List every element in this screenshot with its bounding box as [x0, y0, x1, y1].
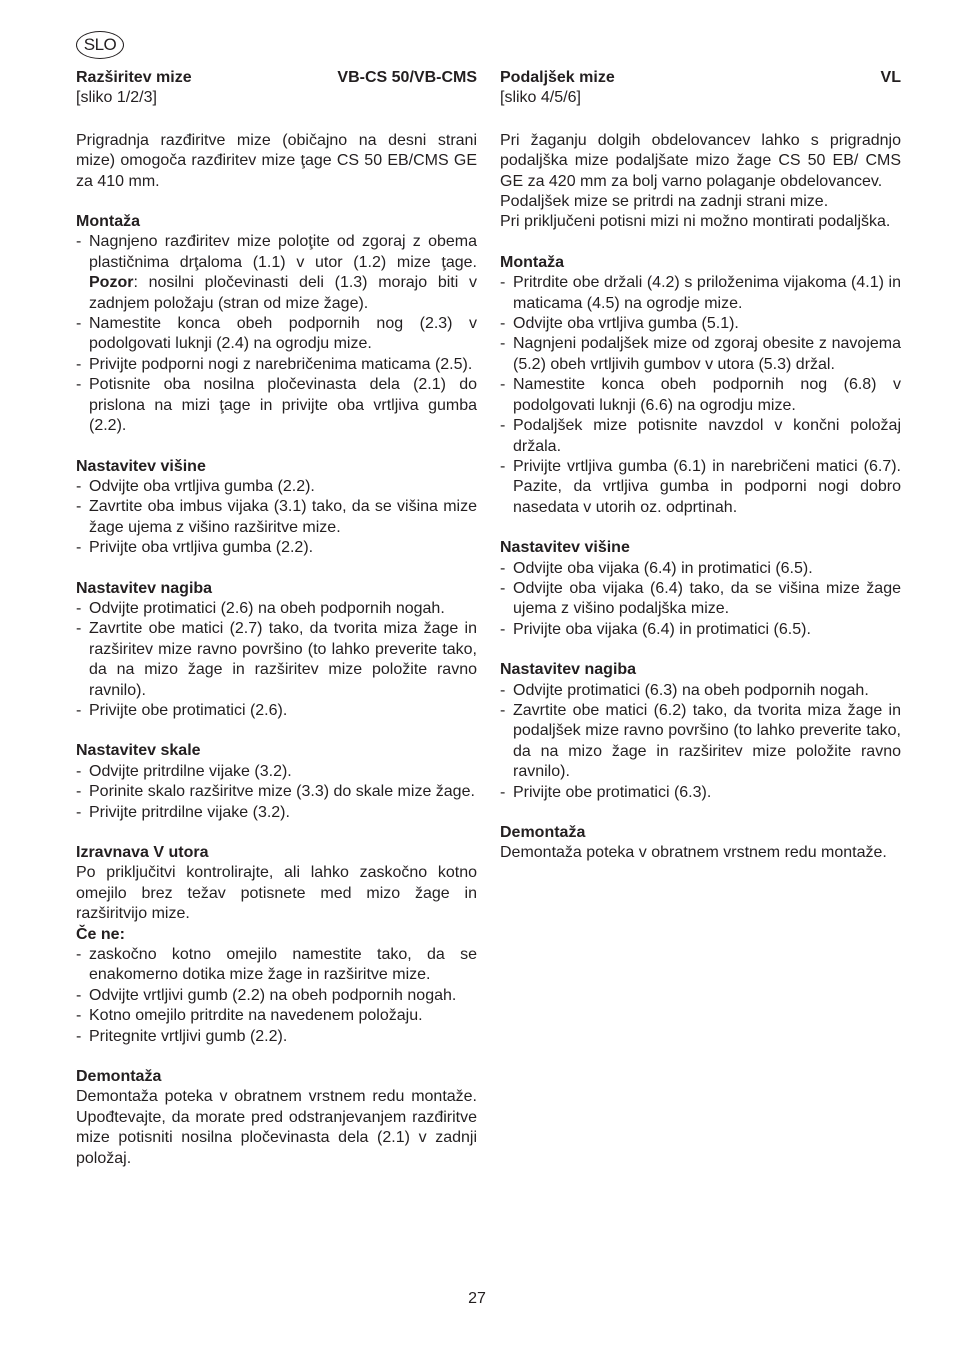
list-item: - Namestite konca obeh podpornih nog (6.8) v podolgovati luknji (6.6) na ogrodju mize. — [500, 375, 901, 416]
list-item: - Zavrtite oba imbus vijaka (3.1) tako, da se višina mize žage ujema z višino razširitve mize. — [76, 497, 477, 538]
section-heading: Demontaža — [500, 824, 586, 841]
instruction-list — [76, 232, 477, 436]
list-item: - Privijte obe protimatici (6.3). — [500, 783, 901, 803]
montaza-section — [500, 253, 901, 518]
list-item: - Pritegnite vrtljivi gumb (2.2). — [76, 1027, 477, 1047]
section-heading: Nastavitev skale — [76, 742, 201, 760]
list-item: - Namestite konca obeh podpornih nog (2.3) v podolgovati luknji (2.4) na ogrodju mize. — [76, 314, 477, 355]
section-title-row — [76, 68, 477, 88]
list-item: - Privijte podporni nogi z narebričenima maticama (2.5). — [76, 355, 477, 375]
section-heading: Montaža — [500, 253, 564, 271]
left-column — [76, 68, 477, 1169]
list-item: - Odvijte vrtljivi gumb (2.2) na obeh podpornih nogah. — [76, 986, 477, 1006]
nagib-section — [500, 660, 901, 803]
paragraph: Po priključitvi kontrolirajte, ali lahko zaskočno kotno omejilo brez težav potisnete med mizo žage in razširitvijo mize. — [76, 864, 477, 923]
list-item: - Nagnjeno razđiritev mize poloţite od zgoraj z obema plastičnima drţaloma (1.1) v utor (1.2) mize ţage. Pozor: nosilni pločevinasti deli (1.3) morajo biti v zadnjem položaju (stran od mize žage). — [76, 232, 477, 314]
intro-text: Podaljšek mize se pritrdi na zadnji strani mize. — [500, 193, 829, 211]
intro-block — [76, 131, 477, 192]
section-heading: Nastavitev nagiba — [500, 661, 637, 679]
list-item: - Nagnjeni podaljšek mize od zgoraj obesite z navojema (5.2) obeh vrtljivih gumbov v utora (5.3) držal. — [500, 334, 901, 375]
list-item: - Odvijte oba vijaka (6.4) tako, da se višina mize žage ujema z višino podaljška mize. — [500, 579, 901, 620]
list-item: - Odvijte pritrdilne vijake (3.2). — [76, 762, 477, 782]
visina-section — [500, 538, 901, 640]
list-item: - Zavrtite obe matici (2.7) tako, da tvorita miza žage in razširitev mize ravno površino (to lahko preverite tako, da na mizo žage in razširitev mize položite ravno ravnilo). — [76, 619, 477, 701]
list-item: - Pritrdite obe držali (4.2) s priloženima vijakoma (4.1) in maticama (4.5) na ogrodje mize. — [500, 273, 901, 314]
right-column — [500, 68, 901, 864]
list-item: - Privijte pritrdilne vijake (3.2). — [76, 803, 477, 823]
intro-text: Pri priključeni potisni mizi ni možno montirati podaljška. — [500, 213, 891, 231]
list-item: - Potisnite oba nosilna pločevinasta dela (2.1) do prislona na mizi ţage in privijte oba vrtljiva gumba (2.2). — [76, 375, 477, 436]
figure-reference: [sliko 4/5/6] — [500, 89, 581, 107]
list-item: - Odvijte protimatici (6.3) na obeh podpornih nogah. — [500, 681, 901, 701]
list-item: - Kotno omejilo pritrdite na navedenem položaju. — [76, 1006, 477, 1026]
instruction-list — [76, 762, 477, 823]
model-code: VB-CS 50/VB-CMS — [337, 69, 477, 86]
demontaza-section — [76, 1067, 477, 1169]
demontaza-section — [500, 823, 901, 864]
figure-reference: [sliko 1/2/3] — [76, 89, 157, 107]
list-item: - Privijte vrtljiva gumba (6.1) in narebričeni matici (6.7). Pazite, da vrtljiva gumba in podporni nogi dobro nasedata v utorih oz. odprtinah. — [500, 457, 901, 518]
model-code: VL — [880, 69, 901, 86]
visina-section — [76, 457, 477, 559]
nagib-section — [76, 579, 477, 722]
list-item: - Odvijte oba vrtljiva gumba (5.1). — [500, 314, 901, 334]
warning-label: Pozor — [89, 274, 134, 292]
paragraph: Demontaža poteka v obratnem vrstnem redu montaže. Upođtevajte, da morate pred odstranjevanjem razđiritve mize potisniti nosilna pločevinasta dela (2.1) v zadnji položaj. — [76, 1088, 477, 1167]
section-title: Podaljšek mize — [500, 69, 615, 86]
section-heading: Montaža — [76, 213, 140, 231]
list-item: - Privijte oba vijaka (6.4) in protimatici (6.5). — [500, 620, 901, 640]
intro-text: Prigradnja razđiritve mize (običajno na desni strani mize) omogoča razđiritev mize ţage CS 50 EB/CMS GE za 410 mm. — [76, 131, 477, 190]
paragraph: Demontaža poteka v obratnem vrstnem redu montaže. — [500, 844, 887, 862]
instruction-list — [76, 599, 477, 721]
intro-block — [500, 131, 901, 233]
skala-section — [76, 741, 477, 823]
instruction-list — [500, 273, 901, 518]
section-title: Razširitev mize — [76, 69, 192, 86]
list-item: - Odvijte protimatici (2.6) na obeh podpornih nogah. — [76, 599, 477, 619]
list-item: - Porinite skalo razširitve mize (3.3) do skale mize žage. — [76, 782, 477, 802]
montaza-section — [76, 212, 477, 436]
list-item: - Privijte obe protimatici (2.6). — [76, 701, 477, 721]
section-heading: Demontaža — [76, 1068, 162, 1086]
list-item: - Podaljšek mize potisnite navzdol v končni položaj držala. — [500, 416, 901, 457]
instruction-list — [500, 559, 901, 641]
izravnava-section — [76, 843, 477, 1047]
section-heading: Nastavitev višine — [76, 457, 206, 475]
list-item: - Privijte oba vrtljiva gumba (2.2). — [76, 538, 477, 558]
section-heading: Nastavitev višine — [500, 539, 630, 557]
instruction-list — [500, 681, 901, 803]
page-number: 27 — [468, 1290, 486, 1307]
list-item: - zaskočno kotno omejilo namestite tako, da se enakomerno dotika mize žage in razširitve mize. — [76, 945, 477, 986]
section-heading: Izravnava V utora — [76, 844, 209, 861]
intro-text: Pri žaganju dolgih obdelovancev lahko s prigradnjo podaljška mize podaljšate mizo žage CS 50 EB/ CMS GE za 420 mm za bolj varno polaganje obdelovancev. — [500, 131, 901, 190]
instruction-list — [76, 945, 477, 1047]
condition-label: Če ne: — [76, 925, 125, 943]
section-heading: Nastavitev nagiba — [76, 579, 213, 597]
language-badge: SLO — [76, 31, 124, 59]
instruction-list — [76, 477, 477, 559]
section-title-row — [500, 68, 901, 88]
list-item: - Odvijte oba vrtljiva gumba (2.2). — [76, 477, 477, 497]
list-item: - Odvijte oba vijaka (6.4) in protimatici (6.5). — [500, 559, 901, 579]
list-item: - Zavrtite obe matici (6.2) tako, da tvorita miza žage in podaljšek mize ravno površino (to lahko preverite tako, da na mizo žage in razširitev mize položite ravno ravnilo). — [500, 701, 901, 783]
